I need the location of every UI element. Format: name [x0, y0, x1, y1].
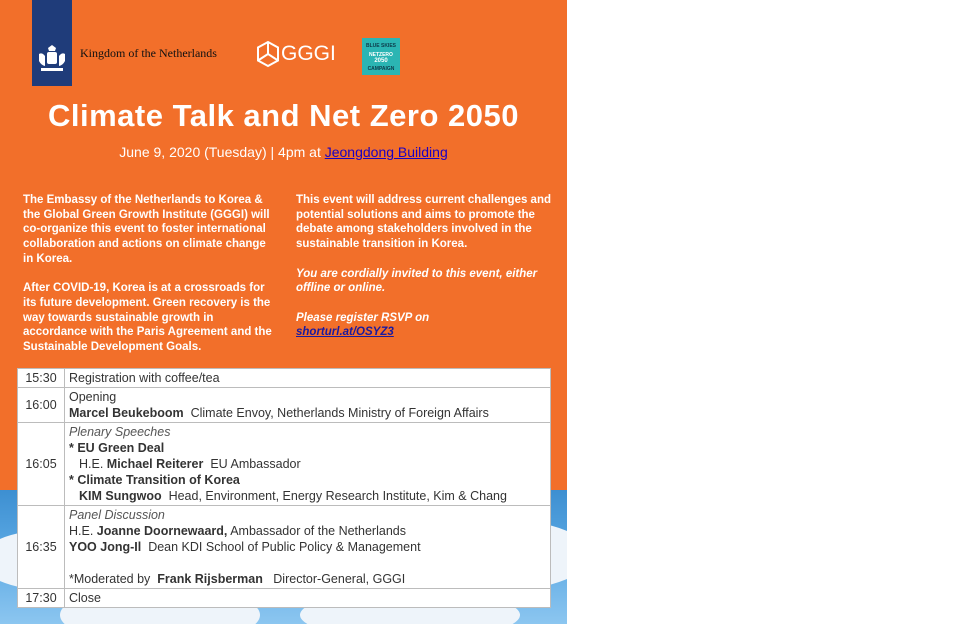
netzero-badge-icon: [362, 38, 400, 75]
agenda-time: 15:30: [18, 369, 65, 388]
event-date: [0, 144, 567, 160]
speaker-role: Ambassador of the Netherlands: [230, 524, 406, 538]
invite-text: You are cordially invited to this event, either offline or online.: [296, 267, 538, 295]
agenda-heading: Opening: [69, 390, 117, 404]
intro-left-column: [23, 193, 279, 369]
rsvp-text: [296, 311, 552, 340]
speaker-name: Marcel Beukeboom: [69, 406, 184, 420]
table-row: [18, 423, 551, 506]
netherlands-logo-text: Kingdom of the Netherlands: [80, 46, 217, 60]
agenda-time: 17:30: [18, 589, 65, 608]
event-date-text: June 9, 2020 (Tuesday) | 4pm at: [119, 144, 321, 160]
intro-right-column: [296, 193, 552, 340]
gggi-logo-icon: [256, 40, 280, 68]
intro-paragraph: After COVID-19, Korea is at a crossroads for its future development. Green recovery is the way towards sustainable growth in accordance with the Paris Agreement and the Sustainable Development Goals.: [23, 282, 272, 354]
agenda-time: 16:35: [18, 506, 65, 589]
netherlands-crest-icon: [36, 44, 68, 74]
moderator-name: Frank Rijsberman: [157, 572, 263, 586]
speaker-role: Head, Environment, Energy Research Institute, Kim & Chang: [168, 489, 507, 503]
netherlands-logo: [32, 0, 72, 86]
badge-line: 2050: [374, 58, 388, 64]
agenda-item: [65, 589, 551, 608]
speaker-line: [69, 539, 546, 555]
table-row: [18, 506, 551, 589]
speaker-name: KIM Sungwoo: [79, 489, 162, 503]
table-row: [18, 369, 551, 388]
agenda-item: [65, 506, 551, 589]
topic-line: * EU Green Deal: [69, 441, 165, 455]
speaker-prefix: H.E.: [79, 457, 104, 471]
spacer-line: [69, 555, 546, 571]
moderator-role: Director-General, GGGI: [273, 572, 406, 586]
badge-line: NETZERO: [369, 52, 393, 58]
moderator-line: [69, 571, 546, 587]
speaker-line: [69, 405, 546, 421]
gggi-logo-text: GGGI: [281, 42, 336, 65]
agenda-heading: Panel Discussion: [69, 508, 165, 522]
table-row: [18, 388, 551, 423]
speaker-name: Joanne Doornewaard,: [96, 524, 228, 538]
moderator-prefix: *Moderated by: [69, 572, 151, 586]
agenda-text: Close: [69, 591, 101, 605]
speaker-name: Michael Reiterer: [106, 457, 204, 471]
intro-paragraph: This event will address current challenges and potential solutions and aims to promote the debate among stakeholders involved in the sustainable transition in Korea.: [296, 194, 551, 251]
gggi-logo: [256, 40, 336, 68]
agenda-item: [65, 369, 551, 388]
speaker-role: Climate Envoy, Netherlands Ministry of Foreign Affairs: [190, 406, 489, 420]
intro-paragraph: The Embassy of the Netherlands to Korea & the Global Green Growth Institute (GGGI) will co-organize this event to foster international collaboration and actions on climate change in Korea.: [23, 194, 270, 265]
speaker-name: YOO Jong-Il: [69, 540, 142, 554]
agenda-item: [65, 388, 551, 423]
agenda-time: 16:00: [18, 388, 65, 423]
agenda-table: [17, 368, 551, 608]
agenda-item: [65, 423, 551, 506]
speaker-role: EU Ambassador: [210, 457, 301, 471]
event-title: Climate Talk and Net Zero 2050: [48, 98, 519, 133]
badge-line: CAMPAIGN: [367, 66, 395, 72]
speaker-role: Dean KDI School of Public Policy & Management: [148, 540, 421, 554]
speaker-line: [69, 488, 546, 504]
speaker-prefix: H.E.: [69, 524, 94, 538]
agenda-heading: Plenary Speeches: [69, 425, 171, 439]
table-row: [18, 589, 551, 608]
topic-line: * Climate Transition of Korea: [69, 473, 240, 487]
speaker-line: [69, 523, 546, 539]
agenda-text: Registration with coffee/tea: [69, 371, 220, 385]
agenda-time: 16:05: [18, 423, 65, 506]
speaker-line: [69, 456, 546, 472]
venue-link[interactable]: Jeongdong Building: [324, 144, 448, 160]
rsvp-link[interactable]: shorturl.at/OSYZ3: [296, 326, 394, 339]
badge-line: BLUE SKIES: [365, 43, 396, 49]
rsvp-label: Please register RSVP on: [296, 311, 430, 324]
